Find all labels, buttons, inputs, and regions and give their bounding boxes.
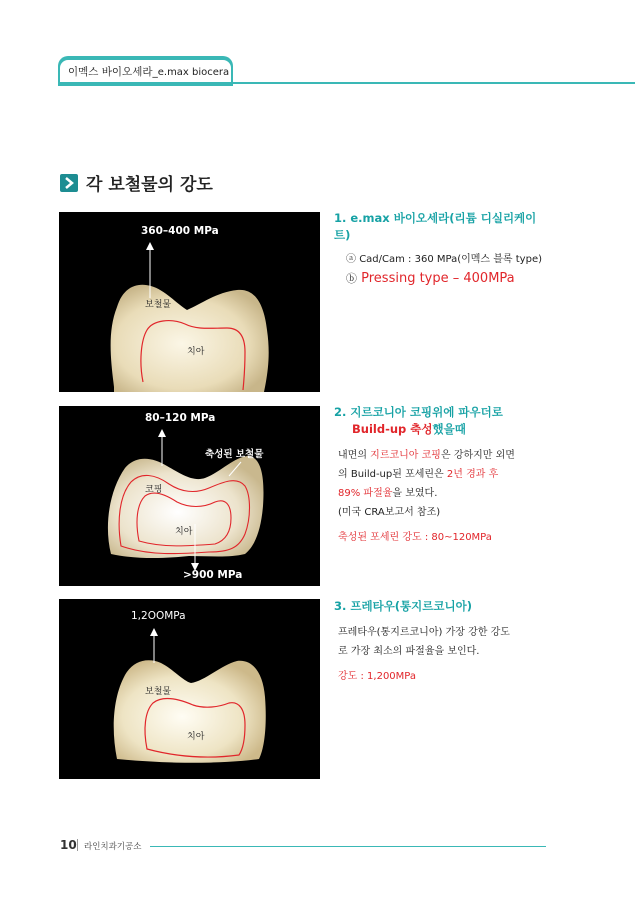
tooth-label: 치아 [187, 347, 205, 357]
tooth-illustration-2 [59, 406, 320, 586]
running-header [68, 64, 229, 79]
item-body [334, 446, 550, 547]
buildup-label: 축성된 보철물 [205, 449, 264, 460]
footer-rule [150, 846, 546, 847]
item-pretau [334, 598, 548, 686]
tooth-label: 치아 [175, 527, 193, 537]
body-text: 은 강하지만 외면 [440, 450, 515, 461]
photo-emax-crown [59, 212, 320, 392]
footer-divider [77, 839, 78, 851]
footer-lab-name: 라인치과기공소 [84, 842, 142, 852]
item-zirconia-coping [334, 404, 548, 547]
title-buildup: Build-up [352, 422, 411, 436]
restoration-label: 보철물 [145, 300, 172, 310]
strength-label: 1,2OOMPa [131, 610, 186, 622]
tooth-illustration-3 [59, 599, 320, 779]
strength-note: 강도 : 1,200MPa [338, 671, 417, 682]
item-emax [334, 210, 548, 289]
item-line-a [334, 250, 548, 269]
line-b-text: Pressing type – 400MPa [361, 271, 515, 286]
body-highlight: 지르코니아 코핑 [370, 450, 441, 461]
body-line-2 [338, 465, 550, 484]
body-text: 을 보였다. [392, 488, 438, 499]
strength-bottom-label: >900 MPa [183, 569, 243, 581]
header-title-en: e.max biocera [157, 67, 230, 78]
strength-top-label: 80–120 MPa [145, 412, 216, 424]
body-line-2: 로 가장 최소의 파절율을 보인다. [338, 646, 480, 657]
photo-pretau-zirconia [59, 599, 320, 779]
item-body [334, 623, 550, 686]
item-title: 3. 프레타우(통지르코니아) [334, 599, 472, 613]
page-number: 10 [60, 838, 77, 852]
body-line-1 [338, 446, 550, 465]
body-highlight: 89% 파절율 [338, 488, 393, 499]
item-title-line2 [334, 421, 548, 438]
strength-note: 축성된 포세린 강도 : 80~120MPa [338, 532, 492, 543]
marker-a: ⓐ [346, 254, 356, 265]
item-title: 1. e.max 바이오세라(리튬 디실리케이트) [334, 211, 537, 242]
body-line-3 [338, 484, 550, 503]
chevron-right-icon [60, 174, 78, 192]
body-line-1: 프레타우(통지르코니아) 가장 강한 강도 [338, 627, 510, 638]
section-title: 각 보철물의 강도 [86, 175, 213, 195]
body-text: 내면의 [338, 450, 371, 461]
item-line-b [334, 269, 548, 289]
header-title-ko: 이멕스 바이오세라_ [68, 66, 158, 78]
coping-label: 코핑 [145, 485, 163, 495]
strength-label: 360–400 MPa [141, 225, 219, 237]
section-heading [60, 170, 213, 195]
title-sintered: 축성 [410, 422, 433, 436]
body-text: 의 Build-up된 포세린은 [338, 469, 447, 480]
line-a-text: Cad/Cam : 360 MPa(이멕스 블록 type) [359, 254, 542, 265]
tooth-illustration-1 [59, 212, 320, 392]
restoration-label: 보철물 [145, 687, 172, 697]
header-rule [58, 82, 635, 84]
body-highlight: 2년 경과 후 [446, 469, 499, 480]
marker-b: ⓑ [346, 272, 357, 285]
photo-zirconia-buildup [59, 406, 320, 586]
title-when: 했을때 [432, 422, 466, 436]
item-title-line1: 2. 지르코니아 코핑위에 파우더로 [334, 405, 503, 419]
body-line-4: (미국 CRA보고서 참조) [338, 507, 441, 518]
tooth-label: 치아 [187, 732, 205, 742]
